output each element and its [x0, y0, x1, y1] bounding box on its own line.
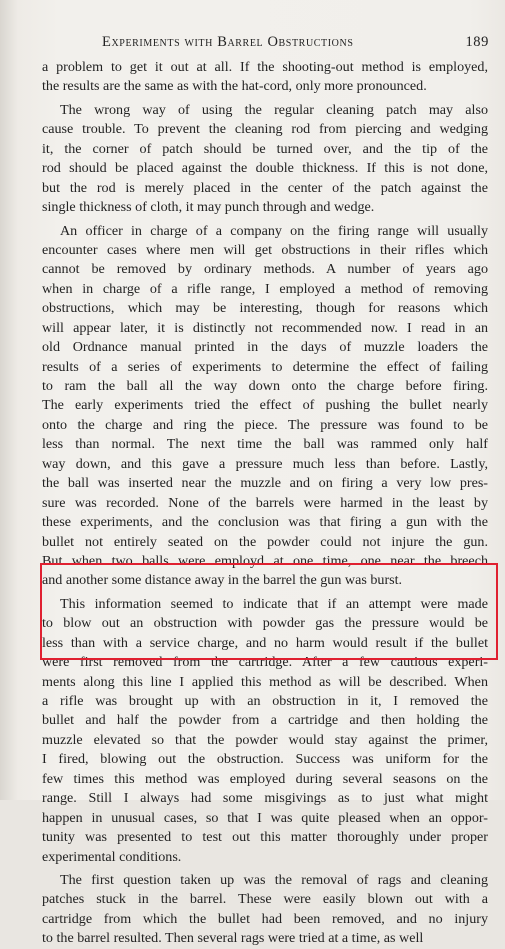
text-line: when in charge of a rifle range, I employed a method of removing [42, 280, 488, 297]
text-line: obstructions, which may be interesting, though for reasons which [42, 300, 488, 317]
text-line: a problem to get it out at all. If the shooting-out method is employed, [42, 59, 488, 75]
text-line: happen in unusual cases, so that I was quite pleased when an oppor- [42, 809, 488, 826]
text-line: tunity was presented to test out this matter thoroughly under proper [42, 829, 488, 846]
text-line: encounter cases where men will get obstructions in their rifles which [42, 241, 488, 258]
text-line: single thickness of cloth, it may punch through and wedge. [42, 199, 375, 216]
text-line: less than with a service charge, and no harm would result if the bullet [42, 634, 488, 651]
text-line: ments along this line I applied this method as will be described. When [42, 673, 488, 690]
text-line: to ram the ball all the way down onto the charge before firing. [42, 378, 488, 394]
text-line: This information seemed to indicate that if an attempt were made [60, 595, 488, 612]
text-line: results of a series of experiments to determine the effect of failing [42, 358, 488, 375]
text-line: to the barrel resulted. Then several rags were tried at a time, as well [42, 930, 424, 947]
text-line: were first removed from the cartridge. After a few cautious experi- [42, 654, 488, 671]
text-line: I fired, blowing out the obstruction. Success was uniform for the [42, 751, 488, 768]
text-line: but the rod is merely placed in the center of the patch against the [42, 179, 488, 196]
text-line: experimental conditions. [42, 848, 182, 865]
paragraph [42, 58, 488, 97]
text-line: few times this method was employed during several seasons on the [42, 770, 488, 787]
paragraph [42, 222, 488, 591]
text-line: to blow out an obstruction with powder gas the pressure would be [42, 615, 488, 632]
text-line: it, the corner of patch should be turned over, and the tip of the [42, 140, 488, 157]
text-line: But when two balls were employd at one time, one near the breech [42, 552, 488, 569]
paragraph [42, 595, 488, 867]
body-text [42, 58, 488, 949]
text-line: way down, and this gave a pressure much less than before. Lastly, [42, 455, 488, 472]
text-line: a rifle was brought up with an obstruction in it, I removed the [42, 693, 488, 709]
text-line: cartridge from which the bullet had been removed, and no injury [42, 910, 488, 927]
page-header [60, 34, 489, 54]
page-number: 189 [465, 34, 489, 50]
text-line: the results are the same as with the hat-cord, only more pronounced. [42, 78, 427, 95]
text-line: and another some distance away in the barrel the gun was burst. [42, 572, 403, 589]
text-line: sure was recorded. None of the barrels were harmed in the least by [42, 494, 488, 511]
text-line: these experiments, and the conclusion was that firing a gun with the [42, 514, 488, 531]
paragraph [42, 101, 488, 218]
text-line: the ball was inserted near the muzzle and on firing a very low pres- [42, 475, 488, 492]
text-line: patches stuck in the barrel. These were easily blown out with a [42, 891, 488, 908]
text-line: cannot be removed by ordinary methods. A number of years ago [42, 261, 488, 278]
text-line: rod should be placed against the double thickness. If this is not done, [42, 160, 488, 177]
text-line: cause trouble. To prevent the cleaning rod from piercing and wedging [42, 121, 488, 138]
text-line: onto the charge and ring the piece. The pressure was found to be [42, 416, 488, 433]
text-line: old Ordnance manual printed in the days of muzzle loaders the [42, 339, 488, 356]
text-line: The early experiments tried the effect of pushing the bullet nearly [42, 397, 488, 414]
text-line: will appear later, it is distinctly not recommended now. I read in an [42, 319, 488, 336]
text-line: less than normal. The next time the ball was rammed only half [42, 436, 488, 453]
text-line: muzzle elevated so that the powder would stay against the primer, [42, 731, 488, 748]
text-line: bullet and half the powder from a cartridge and then holding the [42, 712, 488, 729]
text-line: The first question taken up was the removal of rags and cleaning [60, 871, 488, 888]
text-line: range. Still I always had some misgivings as to just what might [42, 790, 488, 807]
text-line: bullet not entirely seated on the powder could not injure the gun. [42, 533, 488, 550]
text-line: An officer in charge of a company on the firing range will usually [60, 222, 488, 239]
running-title: Experiments with Barrel Obstructions [102, 34, 354, 50]
paragraph [42, 871, 488, 949]
text-line: The wrong way of using the regular cleaning patch may also [60, 101, 488, 118]
